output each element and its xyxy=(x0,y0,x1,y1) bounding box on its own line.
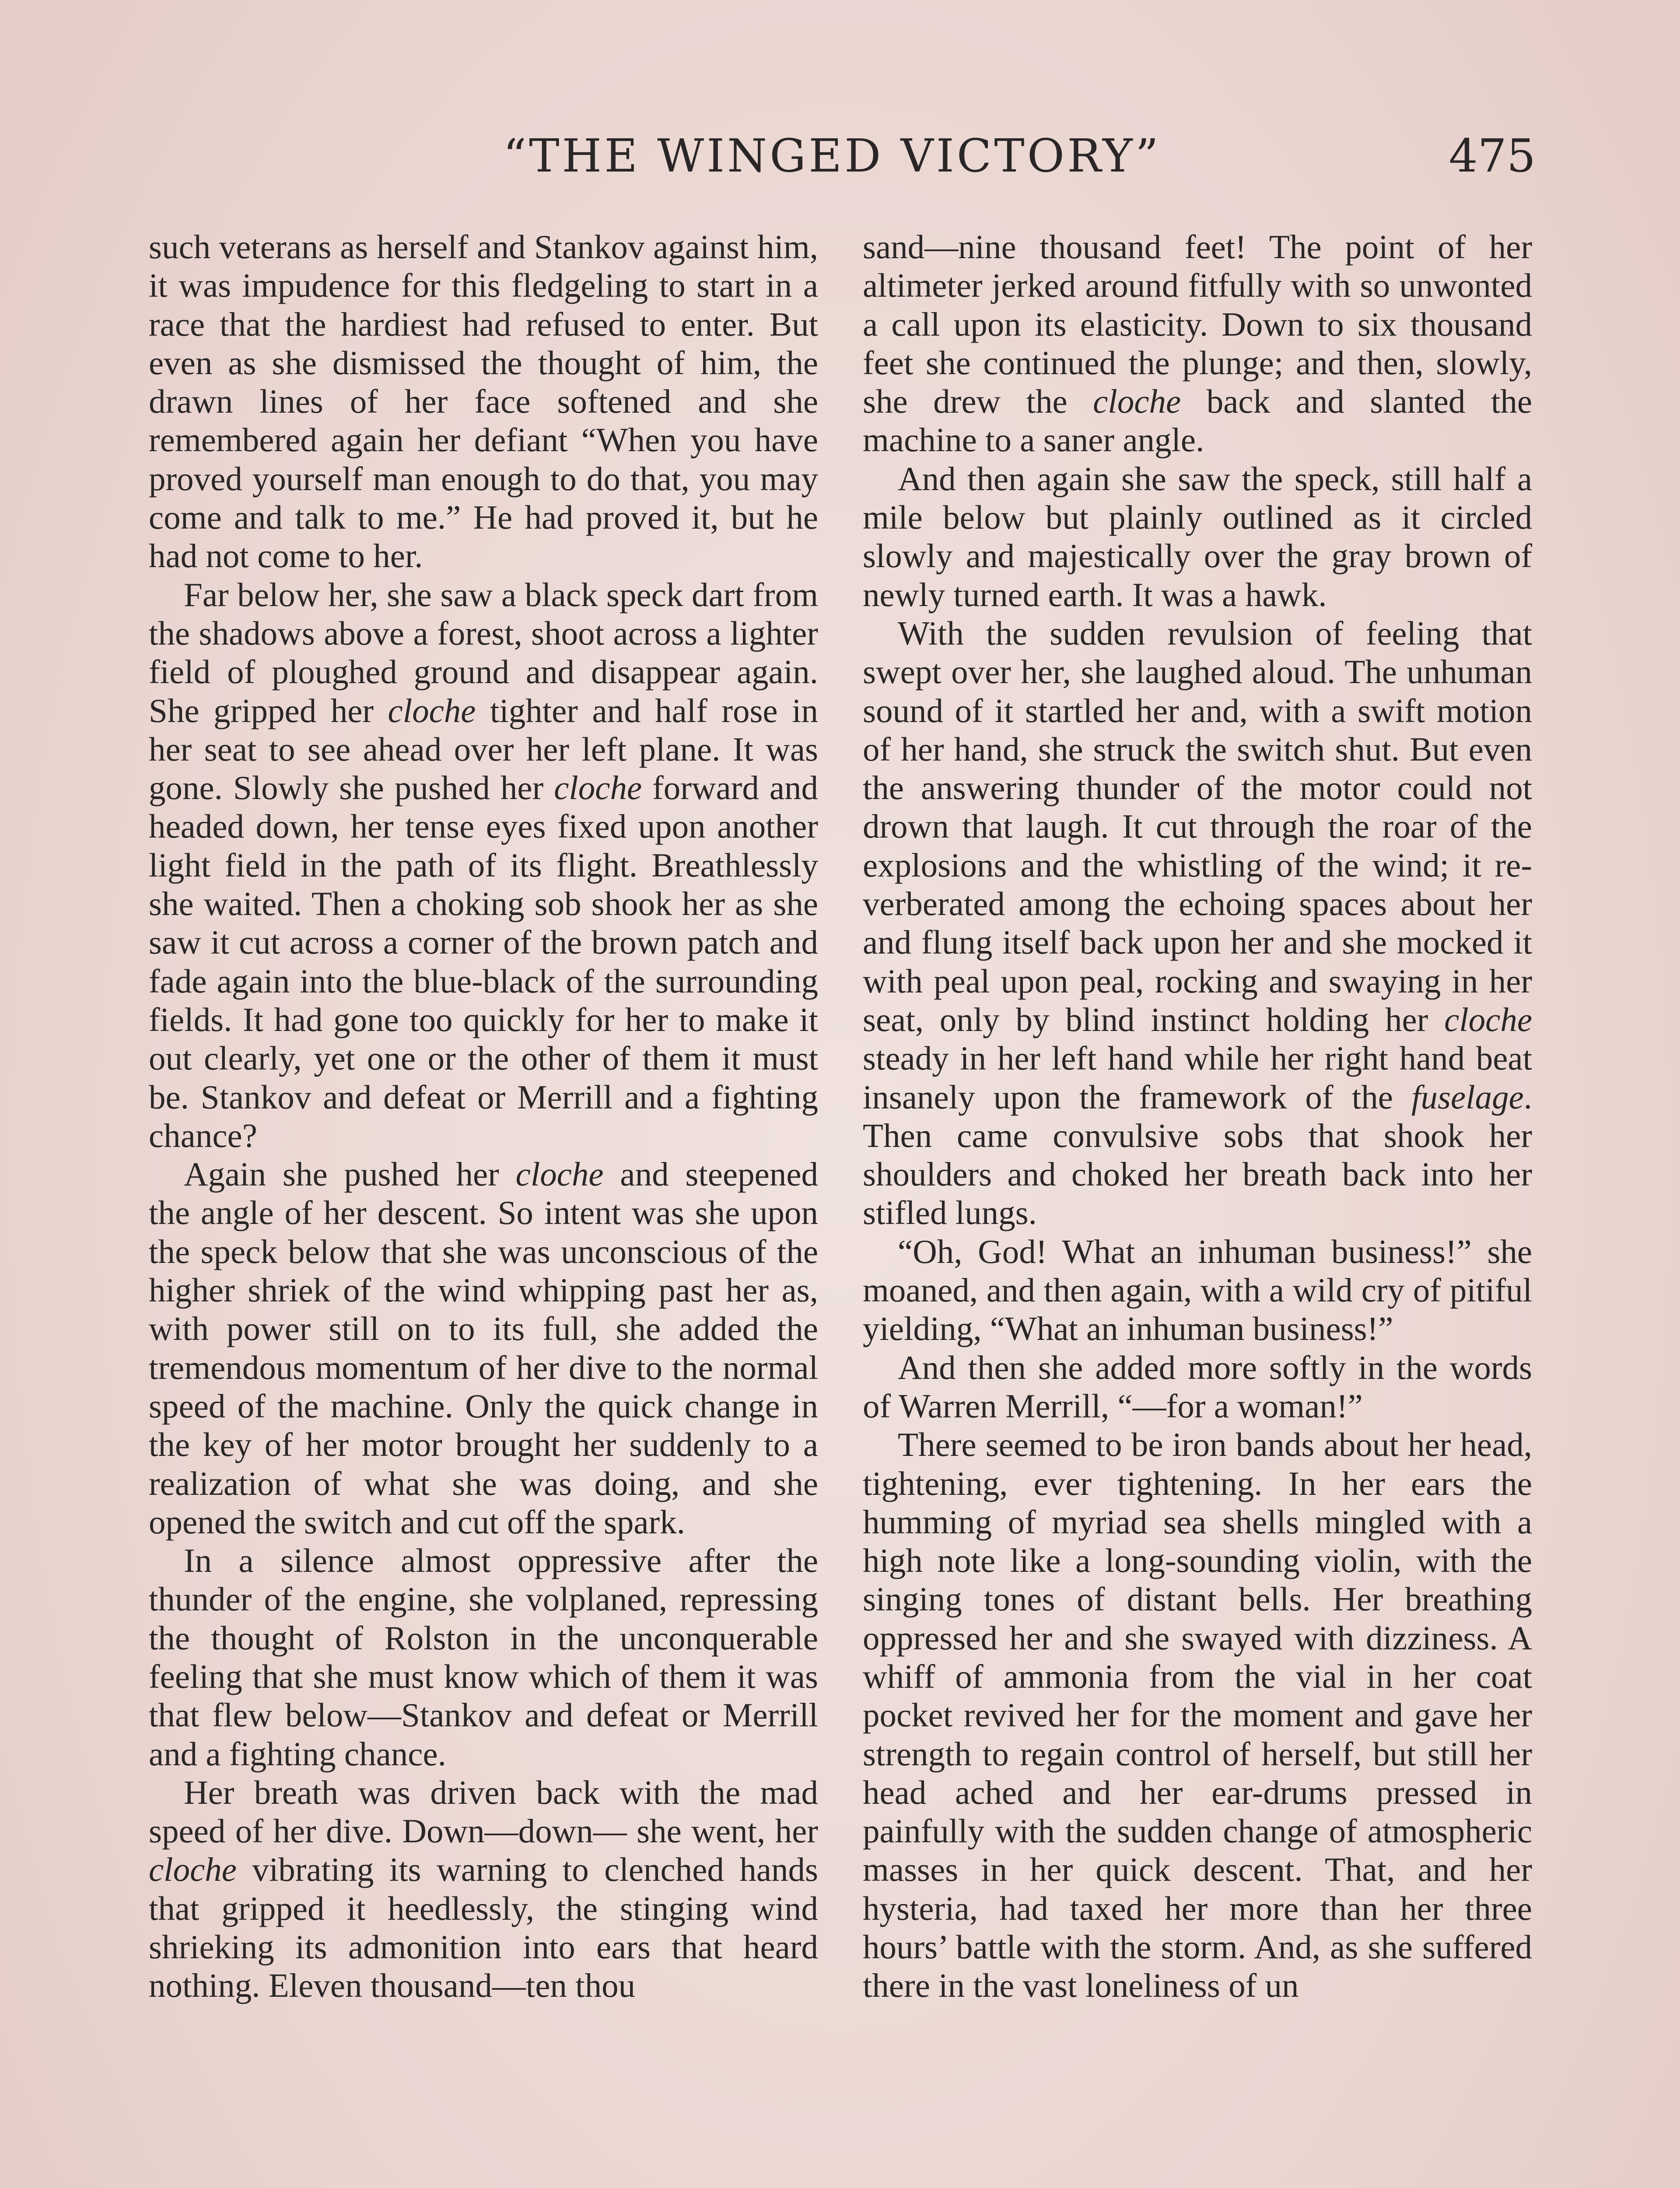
left-paragraph-1: such veterans as herself and Stankov against him, it was impudence for this fledgeling to start in a race that the hardiest had refused to enter. But even as she dismissed the thought of him, the drawn lines of her face softened and she remembered again her defiant “When you have proved yourself man enough to do that, you may come and talk to me.” He had proved it, but he had not come to her. xyxy=(149,228,818,575)
italic-word: cloche xyxy=(515,1155,604,1193)
italic-word: cloche xyxy=(1444,1000,1532,1038)
italic-word: cloche xyxy=(554,769,642,807)
italic-word: cloche xyxy=(388,691,476,729)
page-header xyxy=(144,129,1544,190)
right-paragraph-6: There seemed to be iron bands about her head, tightening, ever tightening. In her ears the humming of myriad sea shells mingled with a high note like a long-sounding violin, with the singing tones of distant bells. Her breathing oppressed her and she swayed with dizziness. A whiff of ammonia from the vial in her coat pocket revived her for the moment and gave her strength to regain control of herself, but still her head ached and her ear-drums pressed in painfully with the sudden change of atmospheric masses in her quick descent. That, and her hysteria, had taxed her more than her three hours’ battle with the storm. And, as she suffered there in the vast loneliness of un xyxy=(863,1426,1532,2005)
right-paragraph-4: “Oh, God! What an inhuman business!” she moaned, and then again, with a wild cry of pitiful yielding, “What an inhuman business!” xyxy=(863,1232,1532,1348)
left-paragraph-4: In a silence almost oppressive after the thunder of the engine, she volplaned, repressing the thought of Rolston in the unconquerable feeling that she must know which of them it was that flew below—Stankov and defeat or Merrill and a fighting chance. xyxy=(149,1542,818,1773)
running-title: “THE WINGED VICTORY” xyxy=(503,129,1161,182)
right-paragraph-5: And then she added more softly in the words of Warren Merrill, “—for a woman!” xyxy=(863,1348,1532,1425)
italic-word: fuselage xyxy=(1411,1078,1524,1116)
left-paragraph-2: Far below her, she saw a black speck dart from the shadows above a forest, shoot across a lighter field of ploughed ground and disappear again. She gripped her cloche tighter and half rose in her seat to see ahead over her left plane. It was gone. Slowly she pushed her cloche forward and headed down, her tense eyes fixed upon another light field in the path of its flight. Breathlessly she waited. Then a choking sob shook her as she saw it cut across a corner of the brown patch and fade again into the blue-black of the surrounding fields. It had gone too quickly for her to make it out clearly, yet one or the other of them it must be. Stankov and defeat or Merrill and a fighting chance? xyxy=(149,575,819,1154)
left-column xyxy=(149,228,818,2005)
right-paragraph-1: sand—nine thousand feet! The point of her altimeter jerked around fitfully with so unwonted a call upon its elasticity. Down to six thousand feet she continued the plunge; and then, slowly, she drew the cloche back and slanted the machine to a saner angle. xyxy=(863,228,1533,459)
page-number: 475 xyxy=(1449,129,1536,182)
right-paragraph-3: With the sudden revulsion of feeling that swept over her, she laughed aloud. The unhuman sound of it startled her and, with a swift motion of her hand, she struck the switch shut. But even the answering thunder of the motor could not drown that laugh. It cut through the roar of the explosions and the whistling of the wind; it reverberated among the echoing spaces about her and flung itself back upon her and she mocked it with peal upon peal, rocking and swaying in her seat, only by blind instinct holding her cloche steady in her left hand while her right hand beat insanely upon the framework of the fuselage. Then came convulsive sobs that shook her shoulders and choked her breath back into her stifled lungs. xyxy=(863,614,1532,1232)
italic-word: cloche xyxy=(1093,382,1181,421)
left-paragraph-5: Her breath was driven back with the mad speed of her dive. Down—down— she went, her cloche vibrating its warning to clenched hands that gripped it heedlessly, the stinging wind shrieking its admonition into ears that heard nothing. Eleven thousand—ten thou xyxy=(149,1773,818,2005)
left-paragraph-3: Again she pushed her cloche and steepened the angle of her descent. So intent was she upon the speck below that she was unconscious of the higher shriek of the wind whipping past her as, with power still on to its full, she added the tremendous momentum of her dive to the normal speed of the machine. Only the quick change in the key of her motor brought her suddenly to a realization of what she was doing, and she opened the switch and cut off the spark. xyxy=(149,1155,819,1541)
italic-word: cloche xyxy=(149,1851,237,1889)
right-paragraph-2: And then again she saw the speck, still half a mile below but plainly outlined as it circled slowly and majestically over the gray brown of newly turned earth. It was a hawk. xyxy=(863,459,1532,614)
right-column xyxy=(863,228,1532,2005)
